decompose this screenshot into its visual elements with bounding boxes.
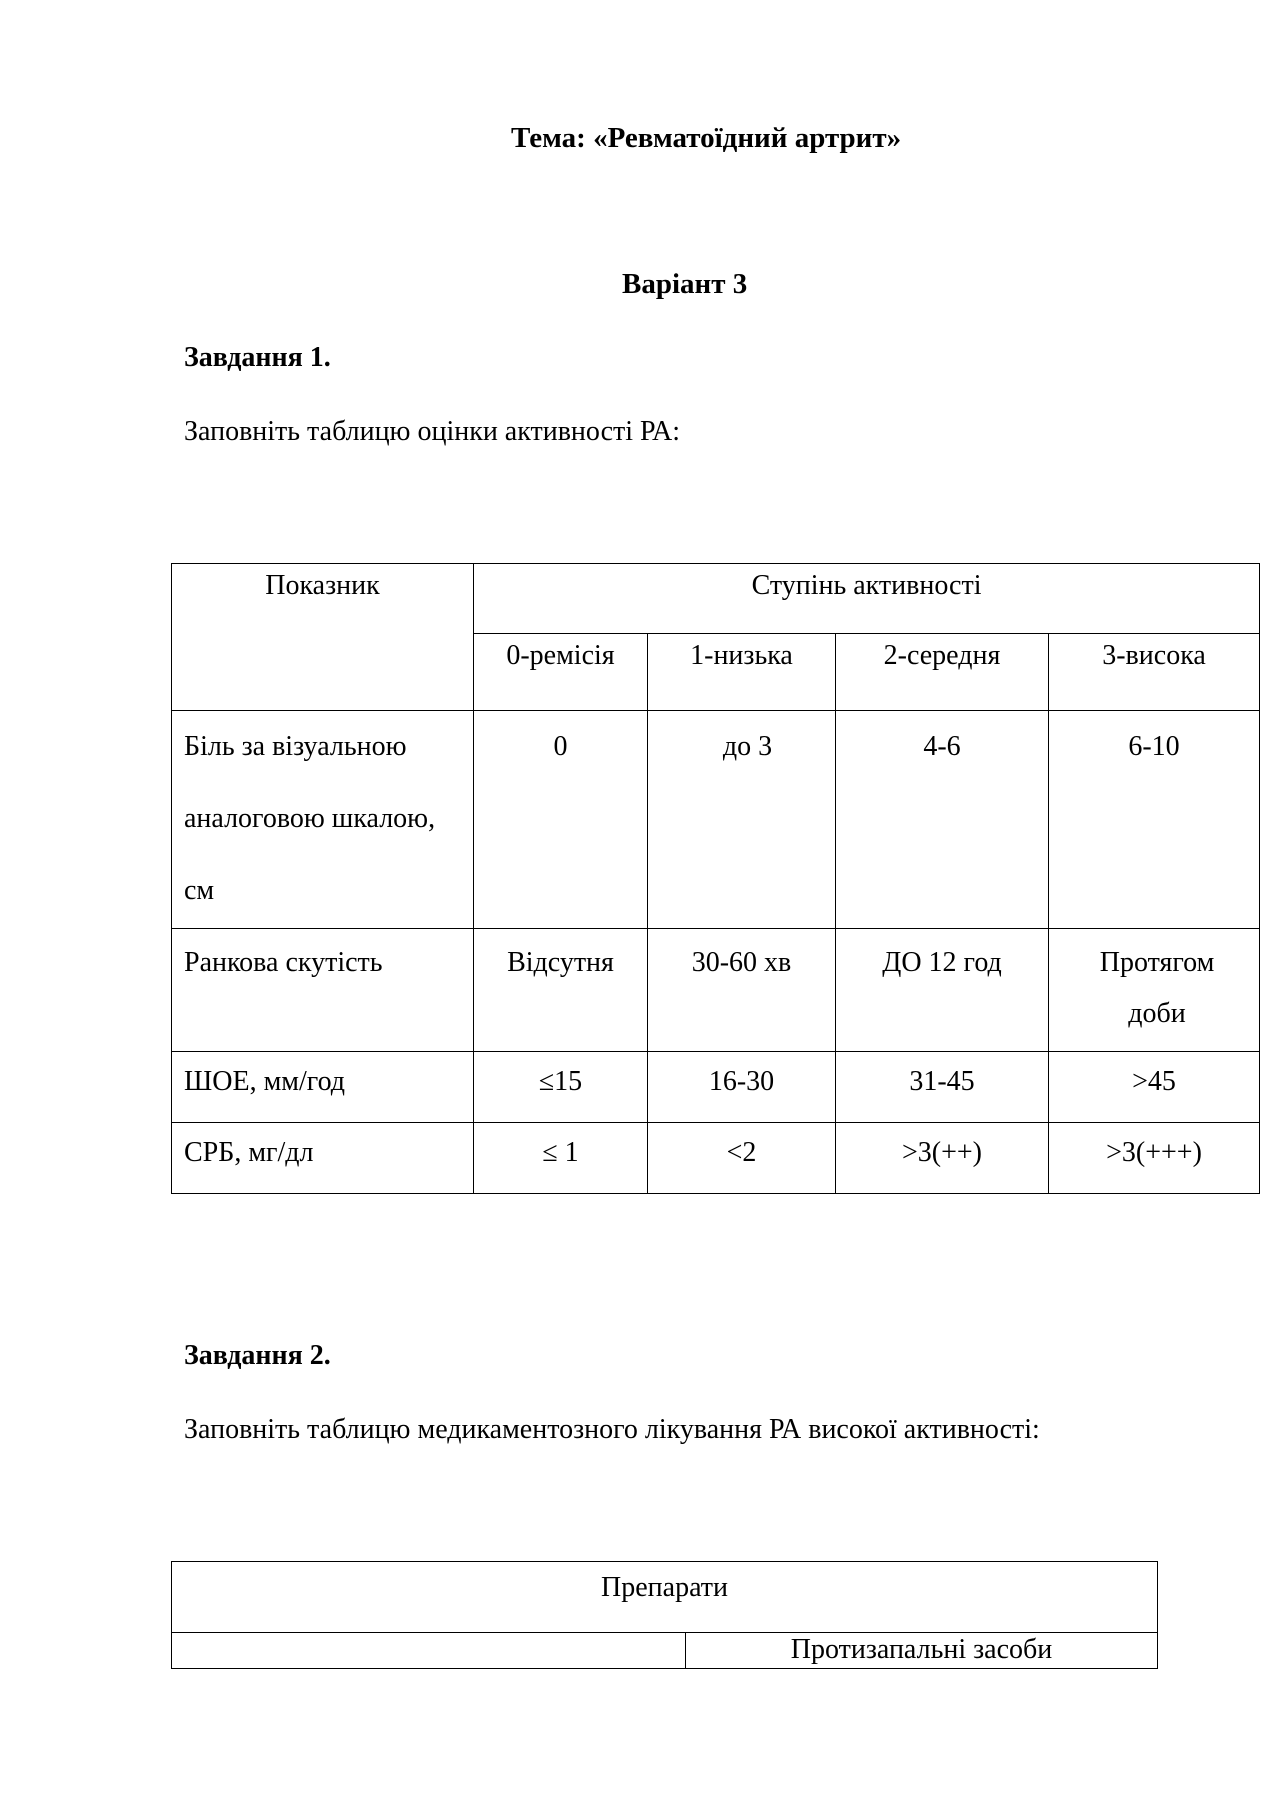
level-0: 0-ремісія xyxy=(474,634,648,711)
row-label-line: Біль за візуальною xyxy=(184,731,407,762)
table-cell: >3(+++) xyxy=(1049,1123,1260,1194)
table-cell xyxy=(1049,929,1260,1052)
task1-heading: Завдання 1. xyxy=(184,342,331,373)
row-label-stiffness: Ранкова скутість xyxy=(172,929,474,1052)
level-2: 2-середня xyxy=(836,634,1049,711)
level-3: 3-висока xyxy=(1049,634,1260,711)
header-activity: Ступінь активності xyxy=(751,570,982,601)
table-cell: ≤ 1 xyxy=(474,1123,648,1194)
table-cell-empty xyxy=(172,1633,686,1669)
header-indicator-cell xyxy=(172,564,474,711)
table-cell: 16-30 xyxy=(648,1052,836,1123)
table-cell: ≤15 xyxy=(474,1052,648,1123)
table-row xyxy=(172,711,1260,929)
table-cell: 31-45 xyxy=(836,1052,1049,1123)
anti-inflammatory-cell: Протизапальні засоби xyxy=(686,1633,1158,1669)
table-cell: >3(++) xyxy=(836,1123,1049,1194)
row-label-crp: СРБ, мг/дл xyxy=(172,1123,474,1194)
row-label-line: аналоговою шкалою, xyxy=(184,803,436,834)
document-title: Тема: «Ревматоїдний артрит» xyxy=(511,122,902,154)
table-cell: Відсутня xyxy=(474,929,648,1052)
activity-table xyxy=(171,563,1260,1194)
task2-text: Заповніть таблицю медикаментозного лікування РА високої активності: xyxy=(184,1414,1040,1445)
task2-heading: Завдання 2. xyxy=(184,1340,331,1371)
row-label-line: см xyxy=(184,875,215,906)
table-row xyxy=(172,1123,1260,1194)
table-row xyxy=(172,929,1260,1052)
table-row xyxy=(172,1052,1260,1123)
table-cell: 30-60 хв xyxy=(648,929,836,1052)
row-label-pain xyxy=(172,711,474,929)
table-cell: до 3 xyxy=(648,711,836,929)
header-activity-cell xyxy=(474,564,1260,634)
table-cell: 6-10 xyxy=(1049,711,1260,929)
table-cell-text: Протягом доби xyxy=(1099,947,1215,1029)
header-indicator: Показник xyxy=(265,570,380,601)
table-cell: 4-6 xyxy=(836,711,1049,929)
table-cell: >45 xyxy=(1049,1052,1260,1123)
task1-text: Заповніть таблицю оцінки активності РА: xyxy=(184,416,681,447)
table-cell: ДО 12 год xyxy=(836,929,1049,1052)
variant-heading: Варіант 3 xyxy=(622,268,748,300)
level-1: 1-низька xyxy=(648,634,836,711)
row-label-esr: ШОЕ, мм/год xyxy=(172,1052,474,1123)
table-cell: <2 xyxy=(648,1123,836,1194)
medication-header: Препарати xyxy=(172,1562,1158,1633)
medication-table xyxy=(171,1561,1158,1669)
table-cell: 0 xyxy=(474,711,648,929)
